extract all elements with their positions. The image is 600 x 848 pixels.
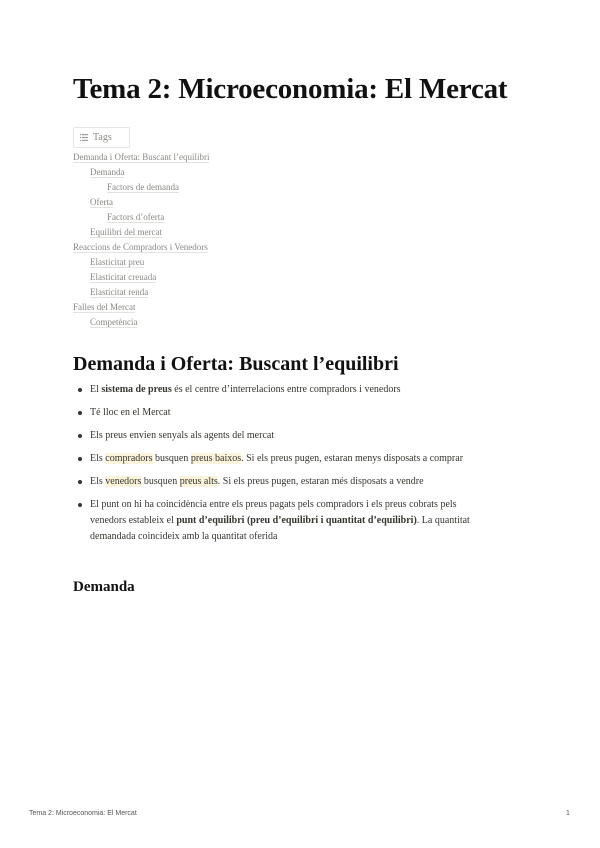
highlight: preus alts bbox=[179, 476, 218, 487]
toc-link-demanda-i-oferta[interactable]: Demanda i Oferta: Buscant l’equilibri bbox=[73, 152, 210, 162]
list-item: El sistema de preus és el centre d’interrelacions entre compradors i venedors bbox=[73, 382, 473, 398]
list-item: El punt on hi ha coincidència entre els preus pagats pels compradors i els preus cobrats pels venedors estableix el punt d’equilibri (preu d’equilibri i quantitat d’equilibri). La quantitat demandada coincideix amb la quantitat oferida bbox=[73, 497, 473, 545]
page-number: 1 bbox=[566, 810, 570, 817]
highlight: compradors bbox=[105, 453, 153, 464]
tags-property[interactable] bbox=[73, 127, 130, 148]
toc-link-equilibri-del-mercat[interactable]: Equilibri del mercat bbox=[90, 227, 162, 237]
section-heading: Demanda i Oferta: Buscant l’equilibri bbox=[73, 353, 399, 375]
list-item: Té lloc en el Mercat bbox=[73, 405, 473, 421]
table-of-contents bbox=[73, 150, 473, 330]
highlight: venedors bbox=[105, 476, 142, 487]
bullet-list bbox=[73, 382, 473, 552]
toc-link-falles-del-mercat[interactable]: Falles del Mercat bbox=[73, 302, 136, 312]
list-icon bbox=[80, 134, 88, 141]
toc-link-competencia[interactable]: Competència bbox=[90, 317, 138, 327]
toc-link-demanda[interactable]: Demanda bbox=[90, 167, 125, 177]
highlight: preus baixos bbox=[190, 453, 242, 464]
list-item: Els compradors busquen preus baixos. Si els preus pugen, estaran menys disposats a comprar bbox=[73, 451, 473, 467]
footer-title: Tema 2: Microeconomia: El Mercat bbox=[29, 810, 137, 817]
toc-link-factors-d-oferta[interactable]: Factors d’oferta bbox=[107, 212, 165, 222]
toc-link-elasticitat-renda[interactable]: Elasticitat renda bbox=[90, 287, 149, 297]
toc-link-reaccions[interactable]: Reaccions de Compradors i Venedors bbox=[73, 242, 208, 252]
toc-link-oferta[interactable]: Oferta bbox=[90, 197, 113, 207]
toc-link-factors-de-demanda[interactable]: Factors de demanda bbox=[107, 182, 179, 192]
list-item: Els preus envien senyals als agents del mercat bbox=[73, 428, 473, 444]
page-title: Tema 2: Microeconomia: El Mercat bbox=[73, 73, 508, 105]
toc-link-elasticitat-creuada[interactable]: Elasticitat creuada bbox=[90, 272, 157, 282]
list-item: Els venedors busquen preus alts. Si els preus pugen, estaran més disposats a vendre bbox=[73, 474, 473, 490]
tags-label: Tags bbox=[93, 132, 112, 143]
toc-link-elasticitat-preu[interactable]: Elasticitat preu bbox=[90, 257, 145, 267]
subsection-heading: Demanda bbox=[73, 579, 135, 595]
